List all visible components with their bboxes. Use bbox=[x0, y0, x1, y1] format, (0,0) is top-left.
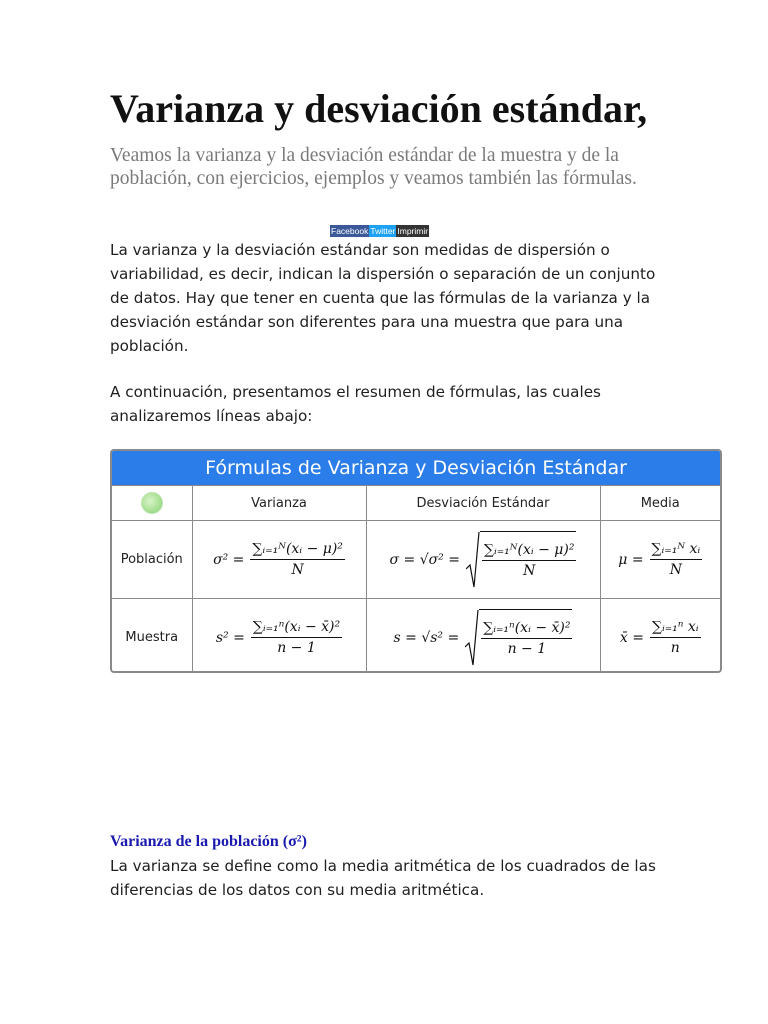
formula-lhs: x̄ = bbox=[619, 629, 644, 646]
formula-row-sample bbox=[112, 599, 720, 674]
formula-numerator: ∑ᵢ₌₁ⁿ xᵢ bbox=[650, 619, 701, 638]
formula-denominator: N bbox=[291, 562, 304, 578]
page-title: Varianza y desviación estándar, bbox=[110, 86, 648, 131]
formula-row-population bbox=[112, 521, 720, 599]
formula-numerator: ∑ᵢ₌₁ⁿ(xᵢ − x̄)² bbox=[481, 620, 572, 639]
formula-numerator: ∑ᵢ₌₁ᴺ xᵢ bbox=[650, 541, 703, 560]
formula-denominator: N bbox=[523, 562, 536, 579]
summary-paragraph: A continuación, presentamos el resumen de fórmulas, las cuales analizaremos líneas abajo: bbox=[110, 383, 601, 425]
logo-badge-icon bbox=[141, 492, 163, 514]
formula-denominator: N bbox=[669, 562, 683, 578]
header-variance: Varianza bbox=[192, 486, 366, 521]
formula-numerator: ∑ᵢ₌₁ⁿ(xᵢ − x̄)² bbox=[251, 619, 342, 638]
intro-paragraph: La varianza y la desviación estándar son medidas de dispersión o variabilidad, es decir, indican la dispersión o separación de un conjunto de datos. Hay que tener en cuenta que las fórmulas de la varianza y la desviación estándar son diferentes para una muestra que para una población. bbox=[110, 241, 656, 355]
section-paragraph: La varianza se define como la media aritmética de los cuadrados de las diferencias de los datos con su media aritmética. bbox=[110, 857, 656, 899]
formula-lhs: s² = bbox=[215, 629, 245, 646]
population-std-formula bbox=[366, 521, 600, 599]
formula-numerator: ∑ᵢ₌₁ᴺ(xᵢ − μ)² bbox=[482, 542, 577, 561]
table-corner-cell bbox=[112, 486, 192, 521]
header-mean: Media bbox=[600, 486, 720, 521]
square-root-sign bbox=[466, 531, 577, 589]
sample-mean-formula bbox=[600, 599, 720, 674]
formula-lhs: σ² = bbox=[213, 551, 245, 568]
formula-denominator: n − 1 bbox=[507, 640, 547, 657]
page-subtitle: Veamos la varianza y la desviación estándar de la muestra y de la población, con ejercicios, ejemplos y veamos también las fórmulas. bbox=[110, 145, 637, 189]
population-variance-formula bbox=[192, 521, 366, 599]
section-heading-population-variance[interactable]: Varianza de la población (σ²) bbox=[110, 833, 307, 850]
population-mean-formula bbox=[600, 521, 720, 599]
header-std-dev: Desviación Estándar bbox=[366, 486, 600, 521]
sample-variance-formula bbox=[192, 599, 366, 674]
formula-denominator: n − 1 bbox=[277, 640, 316, 656]
print-link[interactable]: Imprimir bbox=[397, 226, 429, 236]
row-label-sample: Muestra bbox=[112, 599, 192, 674]
share-bar bbox=[330, 225, 429, 237]
row-label-population: Población bbox=[112, 521, 192, 599]
formula-lhs: μ = bbox=[618, 551, 644, 568]
formula-denominator: n bbox=[670, 640, 680, 656]
formula-grid bbox=[112, 486, 720, 673]
sample-std-formula bbox=[366, 599, 600, 674]
formula-table-title: Fórmulas de Varianza y Desviación Estándar bbox=[112, 451, 720, 486]
formula-lhs: σ = √σ² = bbox=[389, 551, 460, 568]
formula-header-row bbox=[112, 486, 720, 521]
twitter-share-link[interactable]: Twitter bbox=[370, 226, 396, 236]
formula-numerator: ∑ᵢ₌₁ᴺ(xᵢ − μ)² bbox=[250, 541, 345, 560]
formula-lhs: s = √s² = bbox=[393, 629, 460, 646]
square-root-sign bbox=[465, 609, 572, 667]
formula-summary-table bbox=[110, 449, 722, 673]
facebook-share-link[interactable]: Facebook bbox=[331, 226, 369, 236]
